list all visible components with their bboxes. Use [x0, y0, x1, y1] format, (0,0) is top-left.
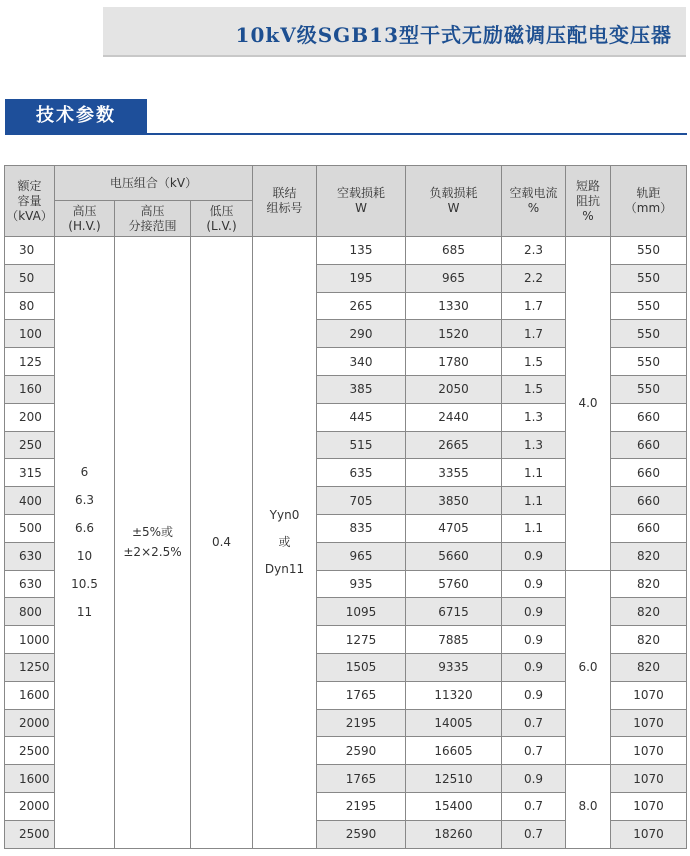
- noload-loss-cell: 1765: [317, 765, 406, 793]
- noload-current-cell: 0.9: [502, 653, 566, 681]
- noload-current-cell: 1.5: [502, 375, 566, 403]
- hv-values-list: [55, 458, 114, 626]
- load-loss-cell: 9335: [406, 653, 502, 681]
- header-tap-range: [115, 201, 191, 237]
- noload-loss-cell: 340: [317, 348, 406, 376]
- noload-loss-cell: 1505: [317, 653, 406, 681]
- load-loss-cell: 1780: [406, 348, 502, 376]
- gauge-cell: 820: [611, 570, 687, 598]
- load-loss-cell: 5760: [406, 570, 502, 598]
- load-loss-cell: 1330: [406, 292, 502, 320]
- vector-group-value: Dyn11: [264, 561, 305, 576]
- capacity-cell: 630: [5, 570, 55, 598]
- gauge-cell: 820: [611, 626, 687, 654]
- header-tap-line2: 分接范围: [128, 218, 177, 233]
- load-loss-cell: 4705: [406, 514, 502, 542]
- load-loss-cell: 15400: [406, 792, 502, 820]
- noload-current-cell: 1.5: [502, 348, 566, 376]
- load-loss-cell: 1520: [406, 320, 502, 348]
- load-loss-cell: 3355: [406, 459, 502, 487]
- hv-value: 10.5: [71, 577, 98, 592]
- header-current-line2: %: [527, 201, 540, 215]
- header-noload-line2: W: [355, 201, 367, 215]
- capacity-cell: 315: [5, 459, 55, 487]
- capacity-cell: 30: [5, 237, 55, 265]
- gauge-cell: 1070: [611, 709, 687, 737]
- gauge-cell: 820: [611, 542, 687, 570]
- noload-loss-cell: 2195: [317, 709, 406, 737]
- header-impedance-line1: 短路: [575, 178, 600, 193]
- noload-current-cell: 1.3: [502, 403, 566, 431]
- capacity-cell: 250: [5, 431, 55, 459]
- noload-loss-cell: 195: [317, 264, 406, 292]
- load-loss-cell: 14005: [406, 709, 502, 737]
- capacity-cell: 1000: [5, 626, 55, 654]
- header-load-loss: [406, 166, 502, 237]
- capacity-cell: 100: [5, 320, 55, 348]
- header-impedance-line3: %: [582, 208, 594, 223]
- load-loss-cell: 5660: [406, 542, 502, 570]
- header-hv-line1: 高压: [72, 203, 97, 218]
- noload-current-cell: 1.7: [502, 320, 566, 348]
- gauge-cell: 550: [611, 375, 687, 403]
- gauge-cell: 820: [611, 598, 687, 626]
- noload-current-cell: 0.9: [502, 570, 566, 598]
- header-capacity-line3: （kVA）: [6, 208, 53, 223]
- noload-loss-cell: 935: [317, 570, 406, 598]
- noload-loss-cell: 1275: [317, 626, 406, 654]
- load-loss-cell: 2050: [406, 375, 502, 403]
- lv-value-cell: 0.4: [191, 237, 253, 849]
- capacity-cell: 1250: [5, 653, 55, 681]
- noload-current-cell: 0.7: [502, 709, 566, 737]
- noload-current-cell: 0.9: [502, 765, 566, 793]
- noload-loss-cell: 965: [317, 542, 406, 570]
- noload-loss-cell: 290: [317, 320, 406, 348]
- header-vector-group: [253, 166, 317, 237]
- noload-current-cell: 1.3: [502, 431, 566, 459]
- noload-current-cell: 0.9: [502, 598, 566, 626]
- noload-current-cell: 2.2: [502, 264, 566, 292]
- capacity-cell: 80: [5, 292, 55, 320]
- load-loss-cell: 2665: [406, 431, 502, 459]
- header-gauge-line2: （mm）: [624, 201, 673, 215]
- load-loss-cell: 965: [406, 264, 502, 292]
- capacity-cell: 200: [5, 403, 55, 431]
- load-loss-cell: 18260: [406, 820, 502, 848]
- header-noload-line1: 空载损耗: [336, 186, 385, 200]
- capacity-cell: 1600: [5, 681, 55, 709]
- noload-current-cell: 0.9: [502, 626, 566, 654]
- gauge-cell: 550: [611, 264, 687, 292]
- capacity-cell: 400: [5, 487, 55, 515]
- header-load-line2: W: [447, 201, 460, 215]
- noload-current-cell: 1.1: [502, 487, 566, 515]
- noload-loss-cell: 445: [317, 403, 406, 431]
- gauge-cell: 550: [611, 320, 687, 348]
- capacity-cell: 2500: [5, 820, 55, 848]
- header-impedance: [566, 166, 611, 237]
- hv-value: 11: [76, 605, 93, 620]
- gauge-cell: 1070: [611, 681, 687, 709]
- load-loss-cell: 685: [406, 237, 502, 265]
- noload-loss-cell: 135: [317, 237, 406, 265]
- gauge-cell: 1070: [611, 737, 687, 765]
- gauge-cell: 660: [611, 459, 687, 487]
- header-impedance-line2: 阻抗: [575, 193, 600, 208]
- vector-group-value: 或: [278, 534, 291, 549]
- tap-range-value: ±2×2.5%: [123, 545, 182, 560]
- header-noload-current: [502, 166, 566, 237]
- noload-loss-cell: 2590: [317, 820, 406, 848]
- page-title: 10kV级SGB13型干式无励磁调压配电变压器: [235, 23, 672, 47]
- gauge-cell: 1070: [611, 792, 687, 820]
- noload-loss-cell: 515: [317, 431, 406, 459]
- noload-current-cell: 0.9: [502, 542, 566, 570]
- impedance-cell: 4.0: [566, 237, 611, 571]
- noload-loss-cell: 1095: [317, 598, 406, 626]
- capacity-cell: 160: [5, 375, 55, 403]
- hv-value: 10: [76, 549, 93, 564]
- gauge-cell: 660: [611, 487, 687, 515]
- noload-loss-cell: 2590: [317, 737, 406, 765]
- load-loss-cell: 2440: [406, 403, 502, 431]
- header-lv-line2: (L.V.): [206, 218, 237, 233]
- load-loss-cell: 3850: [406, 487, 502, 515]
- capacity-cell: 50: [5, 264, 55, 292]
- gauge-cell: 550: [611, 348, 687, 376]
- noload-current-cell: 0.7: [502, 737, 566, 765]
- section-heading: 技术参数: [5, 99, 147, 133]
- header-noload-loss: [317, 166, 406, 237]
- noload-loss-cell: 2195: [317, 792, 406, 820]
- header-capacity: [5, 166, 55, 237]
- header-capacity-line2: 容量: [17, 193, 42, 208]
- hv-value: 6.3: [74, 493, 95, 508]
- header-gauge: [611, 166, 687, 237]
- gauge-cell: 550: [611, 237, 687, 265]
- header-hv: [55, 201, 115, 237]
- impedance-cell: 8.0: [566, 765, 611, 848]
- title-bar: [103, 7, 686, 57]
- header-hv-line2: (H.V.): [68, 218, 101, 233]
- capacity-cell: 2000: [5, 792, 55, 820]
- capacity-cell: 125: [5, 348, 55, 376]
- gauge-cell: 660: [611, 431, 687, 459]
- header-load-line1: 负载损耗: [429, 186, 478, 200]
- header-voltage-group: 电压组合（kV）: [55, 166, 253, 201]
- load-loss-cell: 6715: [406, 598, 502, 626]
- table-row: [5, 237, 687, 265]
- noload-loss-cell: 705: [317, 487, 406, 515]
- load-loss-cell: 12510: [406, 765, 502, 793]
- header-lv: [191, 201, 253, 237]
- noload-current-cell: 2.3: [502, 237, 566, 265]
- hv-value: 6.6: [74, 521, 95, 536]
- gauge-cell: 660: [611, 403, 687, 431]
- spec-table-body: [5, 237, 687, 849]
- noload-loss-cell: 265: [317, 292, 406, 320]
- load-loss-cell: 11320: [406, 681, 502, 709]
- noload-current-cell: 1.1: [502, 514, 566, 542]
- section-divider: [5, 133, 687, 135]
- noload-loss-cell: 1765: [317, 681, 406, 709]
- header-lv-line1: 低压: [209, 203, 234, 218]
- noload-current-cell: 0.7: [502, 792, 566, 820]
- impedance-cell: 6.0: [566, 570, 611, 765]
- header-current-line1: 空载电流: [509, 186, 558, 200]
- noload-current-cell: 0.9: [502, 681, 566, 709]
- tap-range-cell: [115, 237, 191, 849]
- load-loss-cell: 16605: [406, 737, 502, 765]
- noload-loss-cell: 835: [317, 514, 406, 542]
- noload-current-cell: 0.7: [502, 820, 566, 848]
- capacity-cell: 630: [5, 542, 55, 570]
- tap-range-value: ±5%或: [131, 525, 174, 540]
- hv-value: 6: [80, 465, 89, 480]
- vector-group-cell: [253, 237, 317, 849]
- hv-values-cell: [55, 237, 115, 849]
- header-capacity-line1: 额定: [17, 178, 42, 193]
- capacity-cell: 2500: [5, 737, 55, 765]
- capacity-cell: 800: [5, 598, 55, 626]
- noload-loss-cell: 385: [317, 375, 406, 403]
- capacity-cell: 1600: [5, 765, 55, 793]
- header-tap-line1: 高压: [140, 203, 165, 218]
- header-gauge-line1: 轨距: [636, 186, 661, 200]
- gauge-cell: 1070: [611, 765, 687, 793]
- vector-group-value: Yyn0: [269, 507, 300, 522]
- noload-current-cell: 1.7: [502, 292, 566, 320]
- gauge-cell: 820: [611, 653, 687, 681]
- header-vector-line2: 组标号: [266, 201, 303, 215]
- noload-current-cell: 1.1: [502, 459, 566, 487]
- noload-loss-cell: 635: [317, 459, 406, 487]
- gauge-cell: 550: [611, 292, 687, 320]
- gauge-cell: 1070: [611, 820, 687, 848]
- header-vector-line1: 联结: [272, 186, 297, 200]
- gauge-cell: 660: [611, 514, 687, 542]
- load-loss-cell: 7885: [406, 626, 502, 654]
- spec-table: [4, 165, 687, 849]
- capacity-cell: 2000: [5, 709, 55, 737]
- capacity-cell: 500: [5, 514, 55, 542]
